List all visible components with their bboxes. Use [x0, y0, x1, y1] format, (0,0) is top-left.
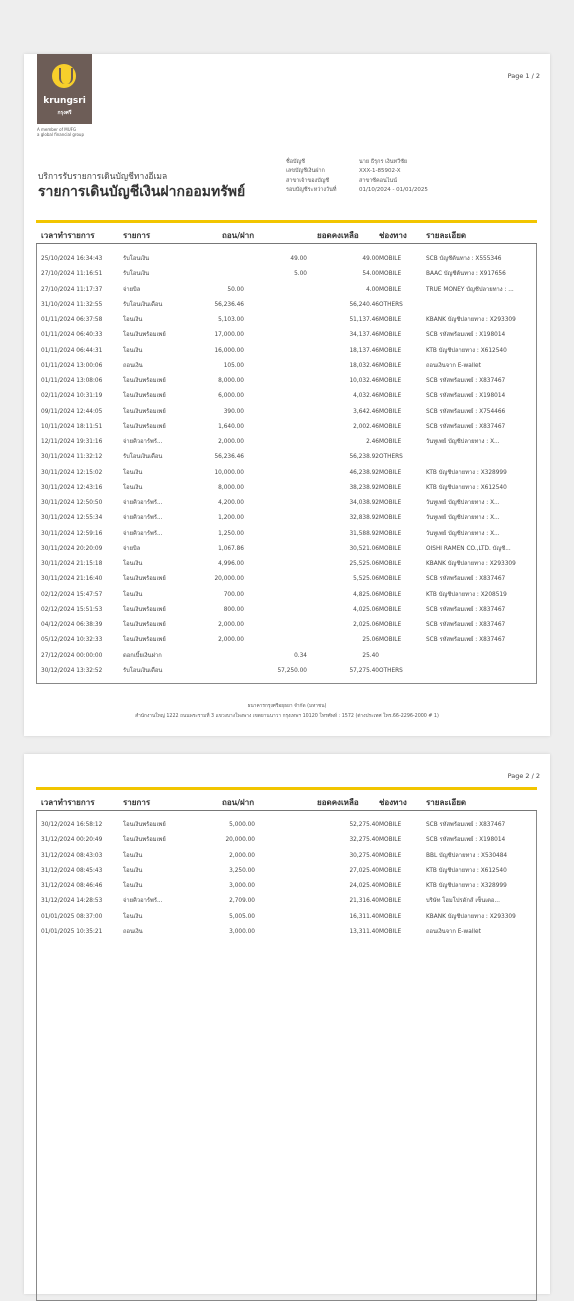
table-row [36, 313, 537, 328]
cell-balance: 30,275.40 [349, 852, 379, 859]
account-period-value: 01/10/2024 - 01/01/2025 [359, 186, 428, 193]
cell-withdrawal: 2,000.00 [218, 637, 244, 644]
header-balance: ยอดคงเหลือ [317, 798, 359, 807]
cell-channel: MOBILE [379, 423, 402, 430]
cell-withdrawal: 16,000.00 [214, 347, 244, 354]
cell-channel: MOBILE [379, 469, 402, 476]
cell-type: โอนเงิน [123, 852, 143, 859]
cell-channel: MOBILE [379, 822, 402, 828]
header-amount: ถอน/ฝาก [222, 231, 255, 240]
cell-detail: วันทูเพย์ บัญชีปลายทาง : X... [426, 530, 500, 537]
cell-balance: 46,238.92 [349, 469, 379, 476]
cell-balance: 57,275.40 [349, 667, 379, 674]
cell-detail: KTB บัญชีปลายทาง : X208519 [426, 591, 507, 598]
cell-type: ดอกเบี้ยเงินฝาก [123, 652, 162, 659]
cell-datetime: 30/11/2024 12:55:34 [41, 515, 103, 522]
cell-detail: SCB รหัสพร้อมเพย์ : X837467 [426, 606, 506, 613]
footer-bank-name: ธนาคารกรุงศรีอยุธยา จำกัด (มหาชน) [247, 704, 327, 709]
statement-subtitle: บริการรับรายการเดินบัญชีทางอีเมล [38, 172, 168, 182]
cell-detail: ถอนเงินจาก E-wallet [426, 928, 481, 935]
page-number: Page 1 / 2 [507, 72, 540, 80]
cell-balance: 4,825.06 [353, 591, 379, 598]
cell-withdrawal: 56,236.46 [214, 301, 244, 308]
cell-withdrawal: 20,000.00 [214, 576, 244, 583]
header-channel: ช่องทาง [379, 231, 407, 240]
cell-channel: MOBILE [379, 928, 402, 935]
account-branch-label: สาขาเจ้าของบัญชี [286, 177, 330, 184]
table-row [36, 879, 537, 894]
cell-type: จ่ายคิวอาร์พร้... [123, 530, 163, 537]
cell-datetime: 30/11/2024 12:15:02 [41, 469, 103, 476]
cell-channel: OTHERS [379, 301, 403, 308]
cell-datetime: 01/11/2024 13:08:06 [41, 378, 103, 384]
cell-type: โอนเงิน [123, 883, 143, 889]
cell-balance: 13,311.40 [349, 928, 379, 935]
header-detail: รายละเอียด [426, 231, 467, 240]
cell-balance: 56,240.46 [349, 301, 379, 308]
cell-datetime: 30/11/2024 12:43:16 [41, 484, 103, 491]
cell-balance: 38,238.92 [349, 484, 379, 491]
cell-amount: 3,000.00 [229, 883, 255, 889]
table-row [36, 557, 537, 572]
account-number-label: เลขบัญชีเงินฝาก [286, 168, 325, 175]
table-row [36, 603, 537, 618]
cell-datetime: 30/11/2024 12:50:50 [41, 500, 103, 506]
cell-datetime: 27/10/2024 11:17:37 [41, 286, 103, 293]
cell-type: จ่ายคิวอาร์พร้... [123, 898, 163, 905]
table-row [36, 267, 537, 282]
cell-detail: BAAC บัญชีต้นทาง : X917656 [426, 271, 506, 278]
cell-balance: 18,032.46 [349, 362, 379, 369]
cell-withdrawal: 1,200.00 [218, 515, 244, 522]
table-row [36, 633, 537, 648]
cell-balance: 3,642.46 [353, 408, 379, 415]
cell-datetime: 27/12/2024 00:00:00 [41, 652, 103, 659]
cell-detail: SCB รหัสพร้อมเพย์ : X837467 [426, 637, 506, 644]
table-row [36, 542, 537, 557]
cell-withdrawal: 1,250.00 [218, 530, 244, 537]
cell-type: โอนเงิน [123, 484, 143, 491]
cell-balance: 2.46 [366, 439, 379, 445]
table-row [36, 435, 537, 450]
cell-type: โอนเงิน [123, 469, 143, 476]
cell-datetime: 30/11/2024 20:20:09 [41, 545, 103, 552]
cell-detail: KTB บัญชีปลายทาง : X328999 [426, 469, 507, 476]
cell-withdrawal: 4,200.00 [218, 500, 244, 506]
cell-type: โอนเงินพร้อมเพย์ [123, 622, 166, 628]
cell-detail: วันทูเพย์ บัญชีปลายทาง : X... [426, 515, 500, 522]
cell-type: จ่ายคิวอาร์พร้... [123, 439, 163, 445]
tagline-line-2: a global financial group [37, 132, 84, 137]
cell-withdrawal: 390.00 [223, 408, 244, 415]
cell-datetime: 31/12/2024 08:45:43 [41, 867, 103, 874]
cell-withdrawal: 105.00 [223, 362, 244, 369]
cell-channel: MOBILE [379, 332, 402, 339]
cell-datetime: 31/12/2024 14:28:53 [41, 898, 103, 905]
cell-detail: SCB รหัสพร้อมเพย์ : X837467 [426, 423, 506, 430]
table-row [36, 849, 537, 864]
cell-detail: KTB บัญชีปลายทาง : X612540 [426, 347, 507, 354]
table-row [36, 344, 537, 359]
mufg-tagline [37, 127, 127, 137]
cell-detail: BBL บัญชีปลายทาง : X530484 [426, 852, 508, 859]
table-row [36, 359, 537, 374]
krungsri-logo [37, 54, 92, 124]
table-header [36, 220, 537, 244]
cell-type: โอนเงิน [123, 317, 143, 323]
cell-type: โอนเงินพร้อมเพย์ [123, 837, 166, 844]
cell-datetime: 01/11/2024 06:44:31 [41, 347, 103, 354]
cell-type: โอนเงินพร้อมเพย์ [123, 332, 166, 339]
cell-channel: MOBILE [379, 317, 402, 323]
cell-detail: SCB รหัสพร้อมเพย์ : X754466 [426, 408, 506, 415]
cell-channel: OTHERS [379, 667, 403, 674]
cell-channel: MOBILE [379, 576, 402, 583]
cell-channel: MOBILE [379, 439, 402, 445]
cell-type: โอนเงินพร้อมเพย์ [123, 822, 166, 828]
cell-withdrawal: 8,000.00 [218, 484, 244, 491]
cell-withdrawal: 4,996.00 [218, 561, 244, 567]
cell-datetime: 25/10/2024 16:34:43 [41, 256, 103, 262]
table-row [36, 496, 537, 511]
cell-datetime: 01/11/2024 13:00:06 [41, 362, 103, 369]
header-balance: ยอดคงเหลือ [317, 231, 359, 240]
cell-detail: วันทูเพย์ บัญชีปลายทาง : X... [426, 439, 500, 445]
cell-datetime: 31/12/2024 00:20:49 [41, 837, 103, 844]
account-name-label: ชื่อบัญชี [286, 159, 305, 165]
cell-datetime: 02/12/2024 15:51:53 [41, 606, 103, 613]
cell-channel: OTHERS [379, 454, 403, 461]
table-row [36, 405, 537, 420]
cell-datetime: 01/01/2025 10:35:21 [41, 928, 103, 935]
cell-detail: ถอนเงินจาก E-wallet [426, 362, 481, 369]
header-amount: ถอน/ฝาก [222, 798, 255, 807]
cell-detail: KBANK บัญชีปลายทาง : X293309 [426, 913, 516, 920]
header-detail: รายละเอียด [426, 798, 467, 807]
cell-deposit: 5.00 [294, 271, 307, 278]
cell-channel: MOBILE [379, 898, 402, 905]
cell-withdrawal: 700.00 [223, 591, 244, 598]
cell-type: ถอนเงิน [123, 928, 143, 935]
account-name-value: นาย ธีรุกร เงินทวีชัย [359, 159, 408, 165]
cell-withdrawal: 50.00 [227, 286, 244, 293]
logo-thai: กรุงศรี [57, 110, 72, 116]
krungsri-emblem-icon [52, 64, 76, 88]
cell-withdrawal: 1,067.86 [218, 545, 244, 552]
header-channel: ช่องทาง [379, 798, 407, 807]
cell-type: โอนเงินพร้อมเพย์ [123, 576, 166, 583]
cell-balance: 10,032.46 [349, 378, 379, 384]
cell-balance: 2,025.06 [353, 622, 379, 628]
account-info-values [359, 158, 428, 195]
table-row [36, 374, 537, 389]
header-date: เวลาทำรายการ [41, 231, 95, 240]
cell-balance: 5,525.06 [353, 576, 379, 583]
cell-type: โอนเงิน [123, 913, 143, 920]
footer-bank-address: สำนักงานใหญ่ 1222 ถนนพระรามที่ 3 แขวงบางโพงพาง เขตยานนาวา กรุงเทพฯ 10120 โทรศัพท์ : 1572 (ต่างประเทศ โทร.66-2296-2000 # 1) [135, 714, 439, 719]
table-row [36, 818, 537, 833]
table-row [36, 298, 537, 313]
cell-type: จ่ายคิวอาร์พร้... [123, 515, 163, 522]
cell-channel: MOBILE [379, 606, 402, 613]
cell-datetime: 12/11/2024 19:31:16 [41, 439, 103, 445]
table-row [36, 864, 537, 879]
table-header [36, 787, 537, 811]
cell-withdrawal: 5,103.00 [218, 317, 244, 323]
table-row [36, 618, 537, 633]
cell-type: รับโอนเงินเดือน [123, 454, 163, 461]
cell-channel: MOBILE [379, 362, 402, 369]
cell-type: รับโอนเงิน [123, 256, 150, 262]
cell-datetime: 27/10/2024 11:16:51 [41, 271, 103, 278]
cell-channel: MOBILE [379, 883, 402, 889]
cell-withdrawal: 2,000.00 [218, 439, 244, 445]
cell-channel: MOBILE [379, 545, 402, 552]
cell-withdrawal: 8,000.00 [218, 378, 244, 384]
cell-type: โอนเงินพร้อมเพย์ [123, 606, 166, 613]
table-row [36, 894, 537, 909]
table-row [36, 328, 537, 343]
cell-datetime: 30/12/2024 16:58:12 [41, 822, 103, 828]
cell-channel: MOBILE [379, 591, 402, 598]
cell-withdrawal: 56,236.46 [214, 454, 244, 461]
cell-amount: 2,709.00 [229, 898, 255, 905]
cell-balance: 30,521.06 [349, 545, 379, 552]
cell-balance: 2,002.46 [353, 423, 379, 430]
table-row [36, 527, 537, 542]
cell-datetime: 02/12/2024 15:47:57 [41, 591, 103, 598]
cell-channel: MOBILE [379, 637, 402, 644]
table-row [36, 910, 537, 925]
cell-detail: SCB รหัสพร้อมเพย์ : X837467 [426, 622, 506, 628]
cell-detail: KTB บัญชีปลายทาง : X328999 [426, 883, 507, 889]
cell-channel: MOBILE [379, 622, 402, 628]
cell-detail: SCB บัญชีต้นทาง : X555346 [426, 256, 502, 262]
cell-channel: MOBILE [379, 837, 402, 844]
cell-datetime: 30/11/2024 12:59:16 [41, 530, 103, 537]
cell-balance: 25.06 [362, 637, 379, 644]
cell-datetime: 04/12/2024 06:38:39 [41, 622, 103, 628]
cell-type: โอนเงินพร้อมเพย์ [123, 423, 166, 430]
cell-datetime: 02/11/2024 10:31:19 [41, 393, 103, 400]
account-period-label: รอบบัญชีระหว่างวันที่ [286, 186, 337, 193]
table-row [36, 450, 537, 465]
cell-channel: MOBILE [379, 913, 402, 920]
cell-balance: 18,137.46 [349, 347, 379, 354]
page-number: Page 2 / 2 [507, 772, 540, 780]
cell-channel: MOBILE [379, 867, 402, 874]
table-row [36, 466, 537, 481]
cell-balance: 16,311.40 [349, 913, 379, 920]
cell-detail: SCB รหัสพร้อมเพย์ : X198014 [426, 332, 506, 339]
cell-balance: 32,275.40 [349, 837, 379, 844]
cell-balance: 31,588.92 [349, 530, 379, 537]
statement-title: รายการเดินบัญชีเงินฝากออมทรัพย์ [38, 184, 246, 200]
cell-type: โอนเงินพร้อมเพย์ [123, 637, 166, 644]
cell-detail: SCB รหัสพร้อมเพย์ : X198014 [426, 393, 506, 400]
account-info-labels [286, 158, 337, 195]
cell-balance: 27,025.40 [349, 867, 379, 874]
cell-detail: SCB รหัสพร้อมเพย์ : X198014 [426, 837, 506, 844]
cell-type: โอนเงิน [123, 347, 143, 354]
cell-channel: MOBILE [379, 347, 402, 354]
cell-withdrawal: 1,640.00 [218, 423, 244, 430]
table-row [36, 252, 537, 267]
cell-channel: MOBILE [379, 393, 402, 400]
cell-type: โอนเงิน [123, 561, 143, 567]
cell-amount: 2,000.00 [229, 852, 255, 859]
cell-channel: MOBILE [379, 530, 402, 537]
cell-deposit: 57,250.00 [277, 667, 307, 674]
cell-detail: วันทูเพย์ บัญชีปลายทาง : X... [426, 500, 500, 506]
cell-detail: OISHI RAMEN CO.,LTD. บัญชี... [426, 545, 511, 552]
cell-type: จ่ายบิล [123, 545, 141, 552]
cell-amount: 3,250.00 [229, 867, 255, 874]
cell-type: จ่ายบิล [123, 286, 141, 293]
cell-balance: 52,275.40 [349, 822, 379, 828]
table-row [36, 481, 537, 496]
header-type: รายการ [123, 798, 151, 807]
tagline-line-1: A member of MUFG [37, 127, 77, 132]
cell-channel: MOBILE [379, 286, 402, 293]
bank-footer [24, 702, 550, 722]
cell-balance: 4.00 [366, 286, 379, 293]
cell-channel: MOBILE [379, 561, 402, 567]
cell-withdrawal: 6,000.00 [218, 393, 244, 400]
cell-detail: SCB รหัสพร้อมเพย์ : X837467 [426, 822, 506, 828]
cell-datetime: 31/12/2024 08:43:03 [41, 852, 103, 859]
cell-balance: 4,032.46 [353, 393, 379, 400]
cell-balance: 25.40 [362, 652, 379, 659]
table-row [36, 588, 537, 603]
transaction-table-page-2 [36, 818, 537, 940]
cell-type: รับโอนเงินเดือน [123, 667, 163, 674]
cell-detail: SCB รหัสพร้อมเพย์ : X837467 [426, 576, 506, 583]
cell-withdrawal: 17,000.00 [214, 332, 244, 339]
cell-balance: 34,038.92 [349, 500, 379, 506]
cell-balance: 4,025.06 [353, 606, 379, 613]
cell-detail: KTB บัญชีปลายทาง : X612540 [426, 484, 507, 491]
table-row [36, 511, 537, 526]
header-type: รายการ [123, 231, 151, 240]
cell-channel: MOBILE [379, 378, 402, 384]
cell-detail: TRUE MONEY บัญชีปลายทาง : ... [426, 286, 514, 293]
cell-withdrawal: 2,000.00 [218, 622, 244, 628]
table-row [36, 283, 537, 298]
cell-datetime: 30/11/2024 21:16:40 [41, 576, 103, 583]
cell-detail: บริษัท โฮมโปรดักส์ เซ็นเตอ... [426, 898, 500, 905]
cell-datetime: 01/01/2025 08:37:00 [41, 913, 103, 920]
cell-balance: 56,238.92 [349, 454, 379, 461]
cell-type: รับโอนเงิน [123, 271, 150, 278]
cell-balance: 54.00 [362, 271, 379, 278]
cell-type: โอนเงินพร้อมเพย์ [123, 393, 166, 400]
cell-balance: 51,137.46 [349, 317, 379, 323]
cell-deposit: 0.34 [294, 652, 307, 659]
cell-detail: KBANK บัญชีปลายทาง : X293309 [426, 561, 516, 567]
cell-datetime: 09/11/2024 12:44:05 [41, 408, 103, 415]
cell-type: ถอนเงิน [123, 362, 143, 369]
statement-page-1 [24, 54, 550, 736]
cell-channel: MOBILE [379, 852, 402, 859]
cell-type: รับโอนเงินเดือน [123, 301, 163, 308]
cell-channel: MOBILE [379, 500, 402, 506]
cell-balance: 24,025.40 [349, 883, 379, 889]
cell-datetime: 31/12/2024 08:46:46 [41, 883, 103, 889]
cell-datetime: 01/11/2024 06:40:33 [41, 332, 103, 339]
header-date: เวลาทำรายการ [41, 798, 95, 807]
cell-datetime: 30/11/2024 11:32:12 [41, 454, 103, 461]
cell-type: โอนเงิน [123, 591, 143, 598]
cell-withdrawal: 10,000.00 [214, 469, 244, 476]
cell-channel: MOBILE [379, 408, 402, 415]
table-row [36, 420, 537, 435]
account-number-value: XXX-1-85902-X [359, 168, 401, 175]
cell-type: จ่ายคิวอาร์พร้... [123, 500, 163, 506]
cell-channel: MOBILE [379, 256, 402, 262]
table-row [36, 664, 537, 679]
cell-balance: 21,316.40 [349, 898, 379, 905]
transaction-table-page-1 [36, 252, 537, 679]
cell-detail: SCB รหัสพร้อมเพย์ : X837467 [426, 378, 506, 384]
cell-amount: 5,000.00 [229, 822, 255, 828]
table-row [36, 389, 537, 404]
cell-balance: 32,838.92 [349, 515, 379, 522]
cell-channel: MOBILE [379, 515, 402, 522]
table-row [36, 833, 537, 848]
table-row [36, 925, 537, 940]
cell-datetime: 05/12/2024 10:32:33 [41, 637, 103, 644]
cell-channel: MOBILE [379, 271, 402, 278]
cell-datetime: 31/10/2024 11:32:55 [41, 301, 103, 308]
account-branch-value: สาขาซีคอนไนน์ [359, 177, 398, 184]
cell-type: โอนเงินพร้อมเพย์ [123, 408, 166, 415]
cell-datetime: 01/11/2024 06:37:58 [41, 317, 103, 323]
cell-balance: 34,137.46 [349, 332, 379, 339]
cell-balance: 25,525.06 [349, 561, 379, 567]
cell-balance: 49.00 [362, 256, 379, 262]
cell-withdrawal: 800.00 [223, 606, 244, 613]
cell-amount: 3,000.00 [229, 928, 255, 935]
cell-deposit: 49.00 [290, 256, 307, 262]
cell-type: โอนเงินพร้อมเพย์ [123, 378, 166, 384]
cell-type: โอนเงิน [123, 867, 143, 874]
cell-detail: KTB บัญชีปลายทาง : X612540 [426, 867, 507, 874]
cell-datetime: 10/11/2024 18:11:51 [41, 423, 103, 430]
logo-name: krungsri [43, 96, 86, 106]
cell-amount: 5,005.00 [229, 913, 255, 920]
statement-page-2 [24, 754, 550, 1294]
cell-channel: MOBILE [379, 484, 402, 491]
table-row [36, 572, 537, 587]
cell-datetime: 30/11/2024 21:15:18 [41, 561, 103, 567]
cell-detail: KBANK บัญชีปลายทาง : X293309 [426, 317, 516, 323]
cell-amount: 20,000.00 [225, 837, 255, 844]
table-row [36, 649, 537, 664]
cell-datetime: 30/12/2024 13:32:52 [41, 667, 103, 674]
